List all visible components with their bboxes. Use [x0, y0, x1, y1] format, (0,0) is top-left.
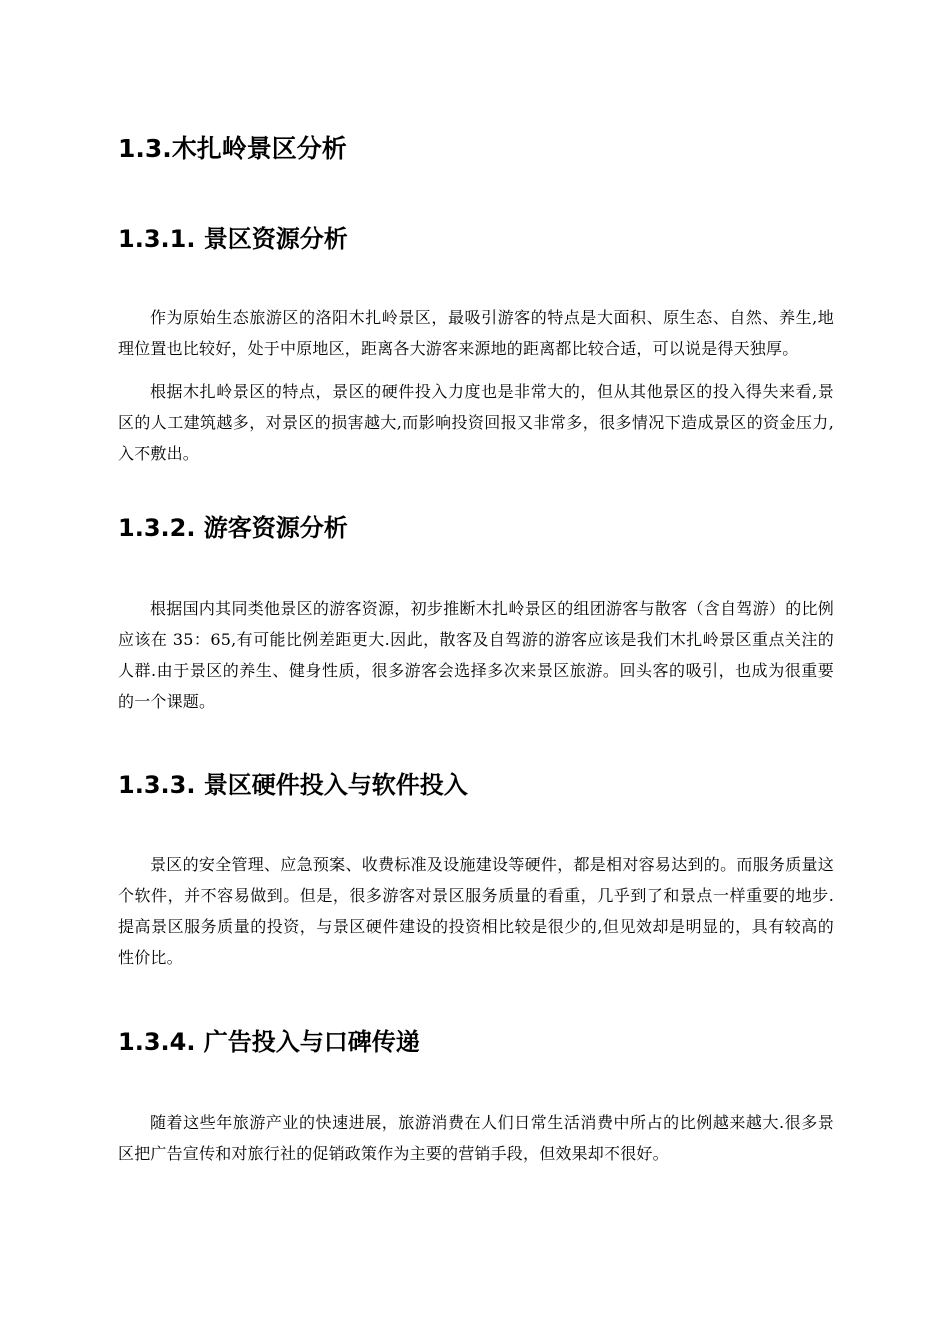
paragraph-visitors: 根据国内其同类他景区的游客资源，初步推断木扎岭景区的组团游客与散客（含自驾游）的比例应该在 35：65,有可能比例差距更大.因此，散客及自驾游的游客应该是我们木扎岭景区重点关注的人群.由于景区的养生、健身性质，很多游客会选择多次来景区旅游。回头客的吸引，也成为很重要的一个课题。 [118, 599, 834, 711]
paragraph-resource-2: 根据木扎岭景区的特点，景区的硬件投入力度也是非常大的，但从其他景区的投入得失来看,景区的人工建筑越多，对景区的损害越大,而影响投资回报又非常多，很多情况下造成景区的资金压力,入不敷出。 [118, 382, 834, 463]
section-heading-1-3: 1.3.木扎岭景区分析 [118, 134, 347, 163]
subsection-heading-1-3-3: 1.3.3. 景区硬件投入与软件投入 [118, 771, 468, 799]
paragraph-advertising: 随着这些年旅游产业的快速进展，旅游消费在人们日常生活消费中所占的比例越来越大.很多景区把广告宣传和对旅行社的促销政策作为主要的营销手段，但效果却不很好。 [118, 1113, 834, 1163]
subsection-heading-1-3-1: 1.3.1. 景区资源分析 [118, 225, 348, 253]
subsection-heading-1-3-2: 1.3.2. 游客资源分析 [118, 514, 348, 542]
paragraph-resource-1: 作为原始生态旅游区的洛阳木扎岭景区，最吸引游客的特点是大面积、原生态、自然、养生,地理位置也比较好，处于中原地区，距离各大游客来源地的距离都比较合适，可以说是得天独厚。 [118, 308, 834, 358]
subsection-heading-1-3-4: 1.3.4. 广告投入与口碑传递 [118, 1028, 420, 1056]
paragraph-hardware-software: 景区的安全管理、应急预案、收费标准及设施建设等硬件，都是相对容易达到的。而服务质量这个软件，并不容易做到。但是，很多游客对景区服务质量的看重，几乎到了和景点一样重要的地步.提高景区服务质量的投资，与景区硬件建设的投资相比较是很少的,但见效却是明显的，具有较高的性价比。 [118, 855, 834, 967]
